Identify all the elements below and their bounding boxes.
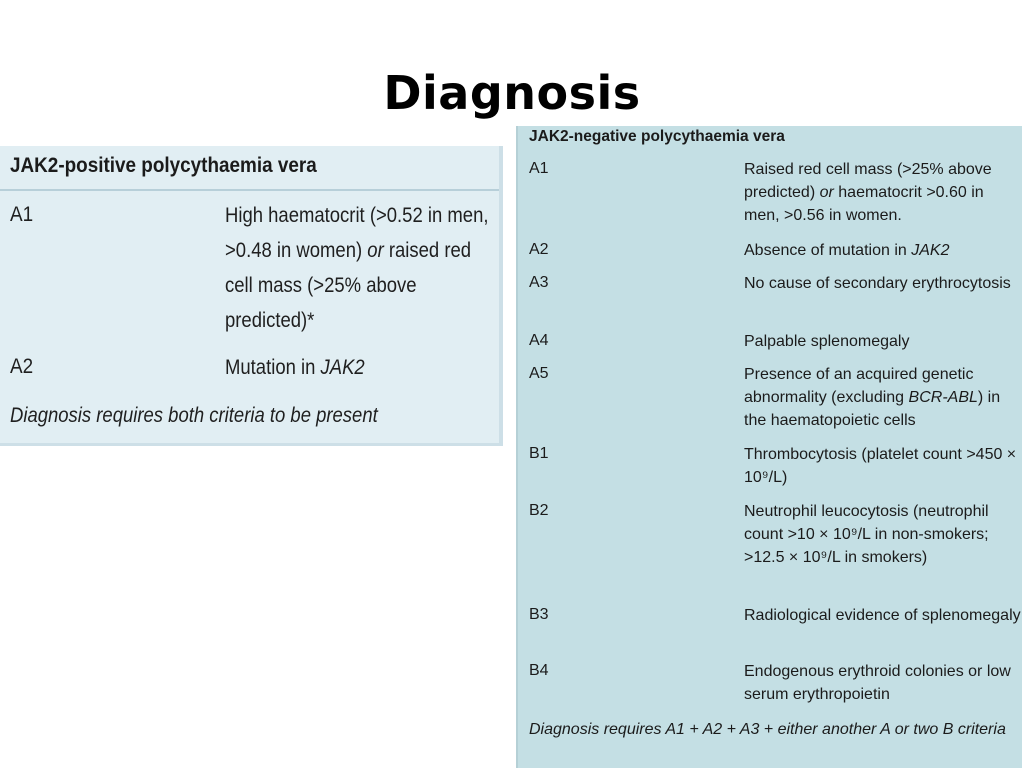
criterion-description: Radiological evidence of splenomegaly — [744, 607, 1021, 624]
criterion-code: A1 — [529, 160, 549, 177]
criterion-description: High haematocrit (>0.52 in men, >0.48 in women) or raised red cell mass (>25% above predicted)* — [225, 204, 489, 332]
table-heading: JAK2-negative polycythaemia vera — [529, 128, 785, 145]
table-footnote: Diagnosis requires A1 + A2 + A3 + either another A or two B criteria — [529, 721, 1006, 738]
table-footnote: Diagnosis requires both criteria to be present — [10, 404, 378, 427]
criterion-code: B4 — [529, 662, 549, 679]
criterion-code: A3 — [529, 274, 549, 291]
criterion-code: A2 — [10, 355, 34, 378]
criterion-description: Palpable splenomegaly — [744, 333, 910, 350]
criterion-description: Thrombocytosis (platelet count >450 × 10⁹/L) — [744, 446, 1017, 486]
divider — [0, 189, 499, 191]
jak2-negative-table — [516, 126, 1022, 768]
table-heading: JAK2-positive polycythaemia vera — [10, 154, 317, 177]
jak2-positive-table — [0, 146, 503, 446]
criterion-description: Endogenous erythroid colonies or low serum erythropoietin — [744, 663, 1011, 703]
criterion-description: Absence of mutation in JAK2 — [744, 242, 950, 259]
criterion-description: Presence of an acquired genetic abnormality (excluding BCR-ABL) in the haematopoietic cells — [744, 366, 1001, 429]
criterion-description: No cause of secondary erythrocytosis — [744, 275, 1011, 292]
criterion-code: A5 — [529, 365, 549, 382]
slide-title: Diagnosis — [383, 66, 641, 120]
criterion-code: A2 — [529, 241, 549, 258]
criterion-description: Neutrophil leucocytosis (neutrophil count >10 × 10⁹/L in non-smokers; >12.5 × 10⁹/L in smokers) — [744, 503, 989, 566]
criterion-code: B3 — [529, 606, 549, 623]
criterion-description: Raised red cell mass (>25% above predicted) or haematocrit >0.60 in men, >0.56 in women. — [744, 161, 992, 224]
criterion-code: B2 — [529, 502, 549, 519]
criterion-code: A4 — [529, 332, 549, 349]
criterion-code: B1 — [529, 445, 549, 462]
criterion-description: Mutation in JAK2 — [225, 356, 365, 379]
criterion-code: A1 — [10, 203, 34, 226]
